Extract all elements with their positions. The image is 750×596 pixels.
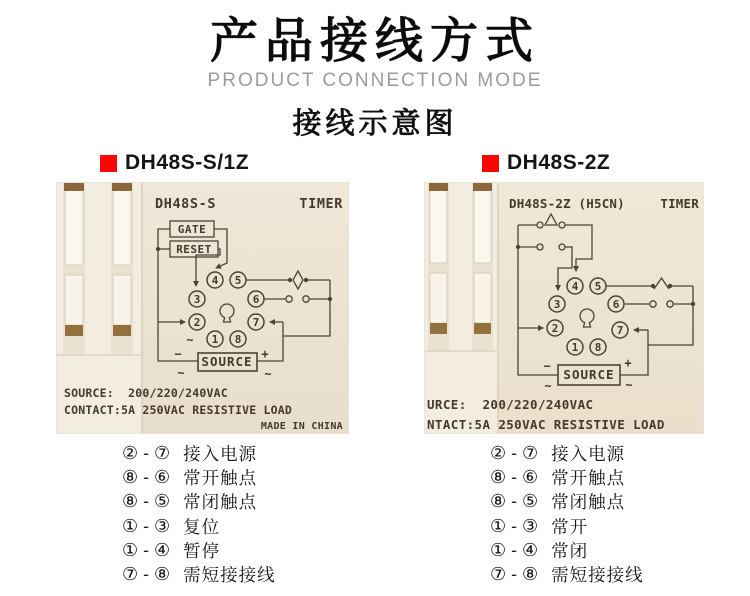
page-subtitle-en: PRODUCT CONNECTION MODE: [207, 70, 543, 91]
connection-item: ⑧ - ⑤ 常闭触点: [490, 491, 626, 513]
wiring-photo-dh48s-s: [57, 183, 348, 433]
made-in-text: MADE IN CHINA: [260, 421, 343, 432]
connection-item: ⑦ - ⑧ 需短接接线: [490, 564, 644, 586]
source-box-label: SOURCE: [563, 367, 615, 382]
source-box-label: SOURCE: [201, 354, 253, 369]
nc-contact-icon: [559, 222, 565, 228]
photo-model-label: DH48S-2Z (H5CN): [509, 196, 625, 211]
svg-text:8: 8: [594, 341, 602, 354]
section-heading-dh48s-2z: [482, 151, 610, 175]
svg-text:1: 1: [211, 333, 219, 346]
ac-symbol: ~: [625, 378, 633, 392]
svg-text:5: 5: [594, 280, 602, 293]
contact-rating-text: NTACT:5A 250VAC RESISTIVE LOAD: [427, 417, 665, 432]
svg-text:4: 4: [211, 274, 219, 287]
plus-symbol: +: [624, 356, 632, 370]
connection-item: ⑧ - ⑤ 常闭触点: [122, 491, 258, 513]
ac-symbol: ~: [544, 379, 552, 393]
no-contact-icon: [537, 244, 543, 250]
ac-symbol: ~: [264, 367, 272, 381]
connection-item: ② - ⑦ 接入电源: [490, 442, 626, 464]
photo-timer-label: TIMER: [299, 196, 343, 212]
connection-list-dh48s-2z: [490, 441, 644, 587]
wiring-diagram-dh48s-2z: [425, 183, 703, 433]
source-rating-text: URCE: 200/220/240VAC: [427, 397, 594, 412]
no-contact-icon: [667, 301, 673, 307]
svg-text:5: 5: [234, 274, 242, 287]
photo-timer-label: TIMER: [660, 196, 699, 211]
svg-text:3: 3: [553, 298, 561, 311]
connection-item: ① - ④ 常闭: [490, 539, 589, 561]
svg-text:6: 6: [252, 293, 260, 306]
gate-label: GATE: [177, 223, 207, 236]
red-square-bullet-icon: [482, 155, 499, 172]
nc-contact-icon: [537, 222, 543, 228]
connection-item: ② - ⑦ 接入电源: [122, 442, 258, 464]
svg-text:1: 1: [571, 341, 579, 354]
svg-text:7: 7: [252, 316, 260, 329]
connection-item: ⑧ - ⑥ 常开触点: [122, 466, 258, 488]
connection-list-dh48s-s1z: [122, 441, 276, 587]
contact-rating-text: CONTACT:5A 250VAC RESISTIVE LOAD: [64, 403, 292, 417]
connection-item: ⑧ - ⑥ 常开触点: [490, 466, 626, 488]
plus-symbol: +: [261, 347, 269, 361]
no-contact-icon: [559, 244, 565, 250]
section-heading-dh48s-s1z: [100, 151, 249, 175]
no-contact-icon: [303, 296, 309, 302]
minus-symbol: −: [174, 347, 182, 361]
section-heading-label: DH48S-S/1Z: [125, 151, 250, 174]
reset-label: RESET: [176, 243, 212, 256]
page-title: 产品接线方式: [209, 15, 540, 68]
connection-item: ⑦ - ⑧ 需短接接线: [122, 564, 276, 586]
relay-socket-edge: [425, 183, 499, 433]
ac-symbol: ~: [177, 366, 185, 380]
wiring-diagram-dh48s-s: [57, 183, 348, 433]
wiring-diagram-title: 接线示意图: [292, 108, 458, 140]
svg-text:7: 7: [616, 324, 624, 337]
connection-item: ① - ③ 常开: [490, 515, 589, 537]
photo-model-label: DH48S-S: [155, 196, 217, 212]
ac-symbol: ~: [186, 333, 194, 347]
svg-text:4: 4: [571, 280, 579, 293]
source-rating-text: SOURCE: 200/220/240VAC: [64, 386, 228, 400]
svg-text:8: 8: [234, 333, 242, 346]
section-heading-label: DH48S-2Z: [507, 151, 611, 174]
red-square-bullet-icon: [100, 155, 117, 172]
svg-text:6: 6: [612, 298, 620, 311]
no-contact-icon: [650, 301, 656, 307]
wiring-photo-dh48s-2z: [425, 183, 703, 433]
connection-item: ① - ③ 复位: [122, 515, 221, 537]
svg-text:2: 2: [551, 322, 559, 335]
minus-symbol: −: [543, 359, 551, 373]
svg-text:2: 2: [193, 316, 201, 329]
connection-item: ① - ④ 暂停: [122, 539, 221, 561]
svg-text:3: 3: [193, 293, 201, 306]
no-contact-icon: [286, 296, 292, 302]
